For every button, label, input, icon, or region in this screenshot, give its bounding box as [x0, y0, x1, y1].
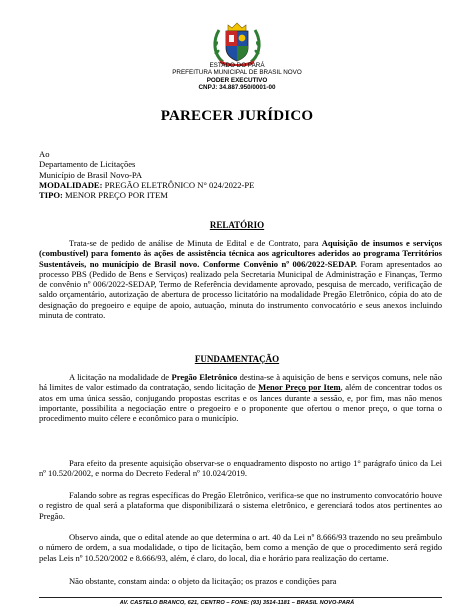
- paragraph-edital-requirements: Observo ainda, que o edital atende ao que determina o art. 40 da Lei nº 8.666/93 trazendo no seu preâmbulo o número de ordem, a sua modalidade, o tipo de licitação, bem como a menção de que o procedimento será regido pelas Leis nº 10.520/2002 e 8.666/93, além, é claro, do local, dia e horário para realização do certame.: [39, 532, 442, 563]
- type-label: TIPO:: [39, 190, 63, 201]
- paragraph-text: Foram apresentados ao processo PBS (Pedido de Bens e Serviços) realizado pela Secretaria Municipal de Administração e Finanças, Termo de convênio nº 006/2022-SEDAP, Termo de Referência devidamente aprovado, pesquisa de mercado, verificação de saldo orçamentário, autorização de abertura de processo licitatório na modalidade Pregão Eletrônico, cópia do ato de designação do pregoeiro e equipe de apoio, autuação, minuta do instrumento convocatório e seus anexos incluindo minuta de contrato.: [39, 258, 443, 320]
- paragraph-text: , além de concentrar todos os atos em uma única sessão, conjugando propostas escritas e os lances durante a sessão, e, por fim, mas não menos importante, possibilita a negociação entre o pregoeiro e o proponente que ofertou o menor preço, o que torna o procedimento muito célere e econômico para o município.: [39, 382, 442, 423]
- addressee-to: Ao: [39, 149, 50, 159]
- paragraph-text: Trata-se de pedido de análise de Minuta de Edital e de Contrato, para: [69, 238, 322, 248]
- section-heading-grounds: FUNDAMENTAÇÃO: [194, 354, 280, 364]
- paragraph-type-underlined: Menor Preço por Item: [258, 382, 341, 393]
- addressee-municipality: Município de Brasil Novo-PA: [39, 169, 143, 180]
- addressee-department: Departamento de Licitações: [39, 159, 136, 170]
- paragraph-electronic-platform: Falando sobre as regras específicas do Pregão Eletrônico, verifica-se que no instrumento convocatório houve o registro de qual será a plataforma que disponibilizará o sistema eletrônico, e gerenciará todos atos pertinentes ao Pregão.: [39, 490, 442, 521]
- letterhead-cnpj: CNPJ: 34.887.950/0001-00: [198, 84, 276, 92]
- paragraph-report: [39, 238, 442, 320]
- type-line: [39, 190, 439, 200]
- footer-divider: [39, 597, 442, 598]
- letterhead-prefecture: PREFEITURA MUNICIPAL DE BRASIL NOVO: [172, 69, 302, 77]
- paragraph-text: destina-se à aquisição de bens e serviços comuns, nele não há limites de valor estimado da contratação, sendo licitação de: [39, 372, 442, 393]
- paragraph-object-deadlines: Não obstante, constam ainda: o objeto da licitação; os prazos e condições para: [69, 576, 337, 586]
- paragraph-modality-bold: Pregão Eletrônico: [171, 372, 238, 382]
- paragraph-object-bold: Aquisição de insumos e serviços (combustível) para fomento às ações de assistência técnica aos agricultores aderidos ao programa Territórios Sustentáveis, no município de Brasil novo. Conforme Convênio nº 006/2022-SEDAP.: [39, 238, 442, 269]
- paragraph-text: A licitação na modalidade de: [69, 372, 172, 382]
- footer-address: AV. CASTELO BRANCO, 621, CENTRO – FONE: (93) 3514-1181 – BRASIL NOVO-PARÁ: [119, 600, 355, 606]
- modality-line: [39, 180, 439, 190]
- section-heading-report: RELATÓRIO: [209, 220, 265, 230]
- modality-label: MODALIDADE:: [39, 179, 103, 190]
- addressee-block: [39, 149, 439, 200]
- type-value: MENOR PREÇO POR ITEM: [62, 190, 168, 201]
- document-title: PARECER JURÍDICO: [160, 108, 314, 124]
- letterhead: [140, 62, 334, 92]
- paragraph-modality: [39, 372, 442, 423]
- municipal-coat-of-arms-icon: [209, 22, 265, 66]
- letterhead-state: ESTADO DO PARÁ: [209, 62, 265, 69]
- modality-value: PREGÃO ELETRÔNICO N° 024/2022-PE: [102, 179, 255, 190]
- paragraph-legal-basis: Para efeito da presente aquisição observar-se o enquadramento disposto no artigo 1° parágrafo único da Lei nº 10.520/2002, e norma do Decreto Federal nº 10.024/2019.: [39, 458, 442, 479]
- letterhead-power: PODER EXECUTIVO: [206, 76, 268, 84]
